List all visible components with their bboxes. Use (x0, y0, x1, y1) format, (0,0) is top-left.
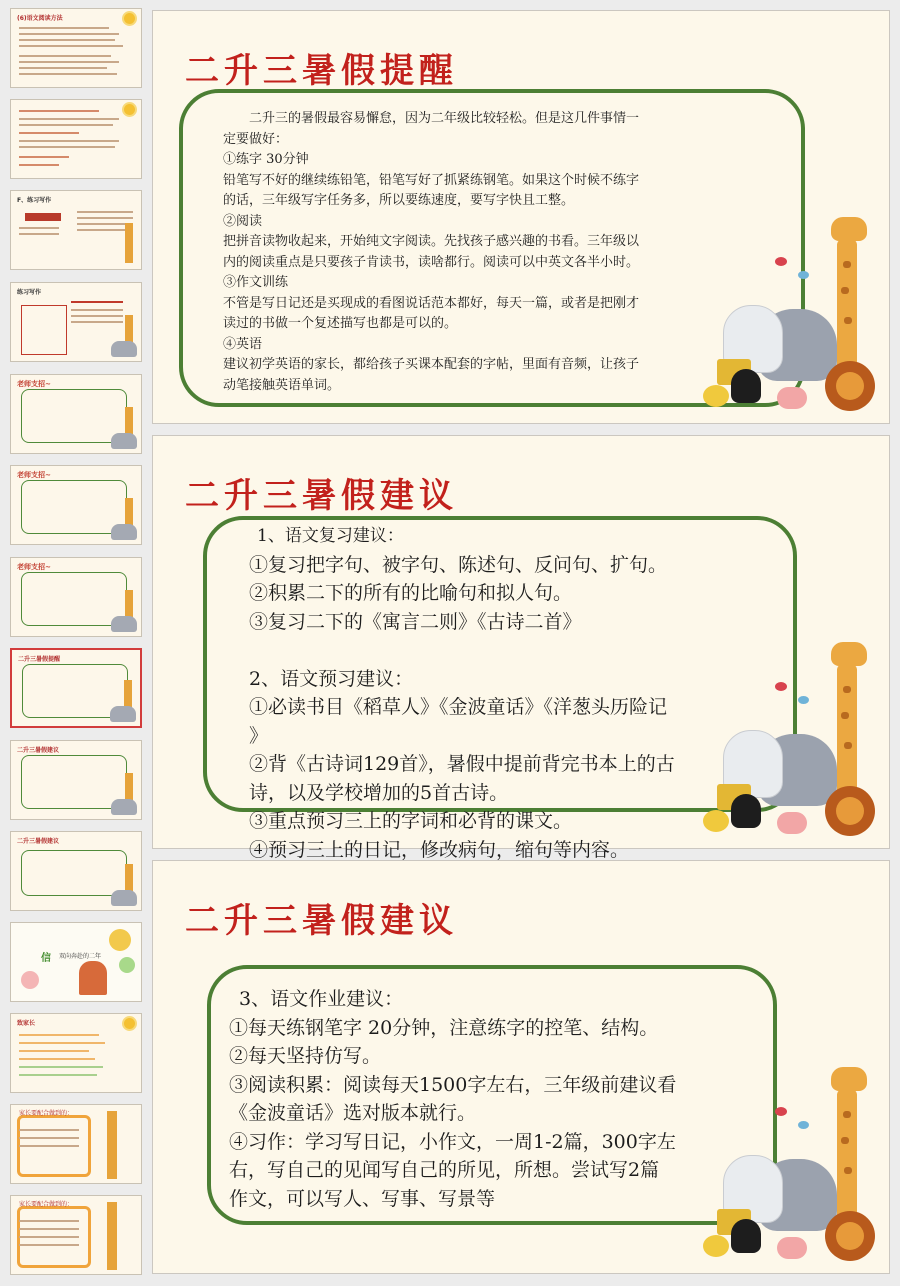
text-line: ①练字 30分钟 (223, 152, 309, 167)
slide-thumbnail-panel (0, 0, 150, 1286)
animals-icon (111, 799, 137, 815)
text-line: 》 (249, 724, 269, 747)
animals-illustration (689, 217, 879, 417)
text-line: ①必读书目《稻草人》《金波童话》《洋葱头历险记 (249, 696, 668, 718)
slide-thumbnail-1[interactable] (10, 8, 142, 88)
text-line: 右，写自己的见闻写自己的所见，所想。尝试写2篇 (229, 1159, 660, 1181)
text-line: 读过的书做一个复述描写也都是可以的。 (223, 316, 458, 331)
text-line: 定要做好： (223, 131, 289, 147)
thumbnail-title: 练习写作 (17, 289, 42, 296)
text-line: 2、语文预习建议： (249, 667, 414, 690)
text-line: ③复习二下的《寓言二则》《古诗二首》 (249, 610, 582, 633)
slide-thumbnail-8[interactable] (10, 648, 142, 728)
slide-reminder (152, 10, 890, 424)
thumbnail-title: 老师支招~ (17, 380, 51, 388)
slide-body (229, 985, 676, 1213)
text-line: 建议初学英语的家长，都给孩子买课本配套的字帖，里面有音频，让孩子 (223, 357, 640, 372)
thumbnail-title: 二升三暑假提醒 (18, 656, 61, 663)
animals-icon (111, 341, 137, 357)
slide-body (223, 109, 639, 396)
slide-title: 二升三暑假建议 (185, 476, 458, 516)
thumbnail-title: 致家长 (17, 1020, 36, 1027)
slide-title: 二升三暑假提醒 (185, 51, 458, 91)
text-line: ②每天坚持仿写。 (229, 1045, 382, 1067)
animals-icon (111, 433, 137, 449)
slide-thumbnail-9[interactable] (10, 740, 142, 820)
text-line: 3、语文作业建议： (239, 988, 404, 1010)
giraffe-icon (107, 1202, 117, 1270)
text-line: 铅笔写不好的继续练铅笔，铅笔写好了抓紧练钢笔。如果这个时候不练字 (223, 172, 640, 188)
slide-thumbnail-6[interactable] (10, 465, 142, 545)
slide-thumbnail-5[interactable] (10, 374, 142, 454)
text-line: 的话，三年级写字任务多，所以要练速度，要写字快且工整。 (223, 193, 575, 208)
text-line: ③重点预习三上的字词和必背的课文。 (249, 810, 573, 832)
text-line: 把拼音读物收起来，开始纯文字阅读。先找孩子感兴趣的书看。三年级以 (223, 234, 640, 249)
slide-thumbnail-11[interactable]: 信 双向奔赴的二年 (10, 922, 142, 1002)
sun-icon (124, 104, 135, 115)
slide-body (249, 522, 675, 864)
text-line: 内的阅读重点是只要孩子肯读书，读啥都行。阅读可以中英文各半小时。 (223, 254, 640, 270)
thumbnail-title: F、练习写作 (17, 197, 52, 204)
slide-thumbnail-10[interactable] (10, 831, 142, 911)
slide-thumbnail-13[interactable] (10, 1104, 142, 1184)
sun-icon (124, 13, 135, 24)
thumbnail-title: 二升三暑假建议 (17, 838, 60, 845)
text-line: ②阅读 (223, 213, 263, 229)
children-illustration (79, 961, 107, 995)
text-line: ①每天练钢笔字 20分钟，注意练字的控笔、结构。 (229, 1016, 659, 1039)
animals-icon (111, 616, 137, 632)
slide-thumbnail-4[interactable] (10, 282, 142, 362)
giraffe-icon (125, 223, 133, 263)
slide-thumbnail-7[interactable] (10, 557, 142, 637)
thumbnail-title: 家长要配合做到的： (19, 1110, 74, 1117)
text-line: ④预习三上的日记，修改病句，缩句等内容。 (249, 838, 630, 861)
animals-icon (110, 706, 136, 722)
text-line: 动笔接触英语单词。 (223, 377, 341, 393)
text-line: ③作文训练 (223, 275, 289, 290)
thumbnail-title: (6)语文阅读方法 (17, 15, 63, 22)
thumbnail-title: 老师支招~ (17, 563, 51, 571)
text-line: ②背《古诗词129首》，暑假中提前背完书本上的古 (249, 753, 675, 775)
thumbnail-title: 信 (41, 953, 51, 964)
slide-thumbnail-12[interactable] (10, 1013, 142, 1093)
giraffe-icon (107, 1111, 117, 1179)
text-line (249, 636, 675, 665)
slide-suggestions-2 (152, 860, 890, 1274)
thumbnail-title: 老师支招~ (17, 471, 51, 479)
thumbnail-title: 二升三暑假建议 (17, 747, 60, 754)
text-line: 《金波童话》选对版本就行。 (229, 1102, 477, 1124)
slide-thumbnail-2[interactable] (10, 99, 142, 179)
animals-icon (111, 524, 137, 540)
text-line: ④英语 (223, 336, 263, 352)
text-line: 诗，以及学校增加的5首古诗。 (249, 781, 509, 804)
animals-illustration (689, 642, 879, 842)
slide-title: 二升三暑假建议 (185, 901, 458, 941)
text-line: ①复习把字句、被字句、陈述句、反问句、扩句。 (249, 553, 668, 576)
text-line: ②积累二下的所有的比喻句和拟人句。 (249, 582, 573, 604)
text-line: ③阅读积累：阅读每天1500字左右，三年级前建议看 (229, 1073, 677, 1096)
slide-suggestions-1 (152, 435, 890, 861)
animals-illustration (689, 1067, 879, 1267)
text-line: 作文，可以写人、写事、写景等 (229, 1187, 496, 1210)
text-line: ④习作：学习写日记，小作文，一周1-2篇，300字左 (229, 1130, 676, 1153)
thumbnail-title: 家长要配合做到的： (19, 1201, 74, 1208)
animals-icon (111, 890, 137, 906)
slide-thumbnail-3[interactable] (10, 190, 142, 270)
sun-icon (124, 1018, 135, 1029)
text-line: 不管是写日记还是买现成的看图说话范本都好，每天一篇，或者是把刚才 (223, 295, 640, 311)
text-line: 二升三的暑假最容易懈怠，因为二年级比较轻松。但是这几件事情一 (249, 111, 640, 126)
slide-thumbnail-14[interactable] (10, 1195, 142, 1275)
text-line: 1、语文复习建议： (257, 526, 404, 546)
